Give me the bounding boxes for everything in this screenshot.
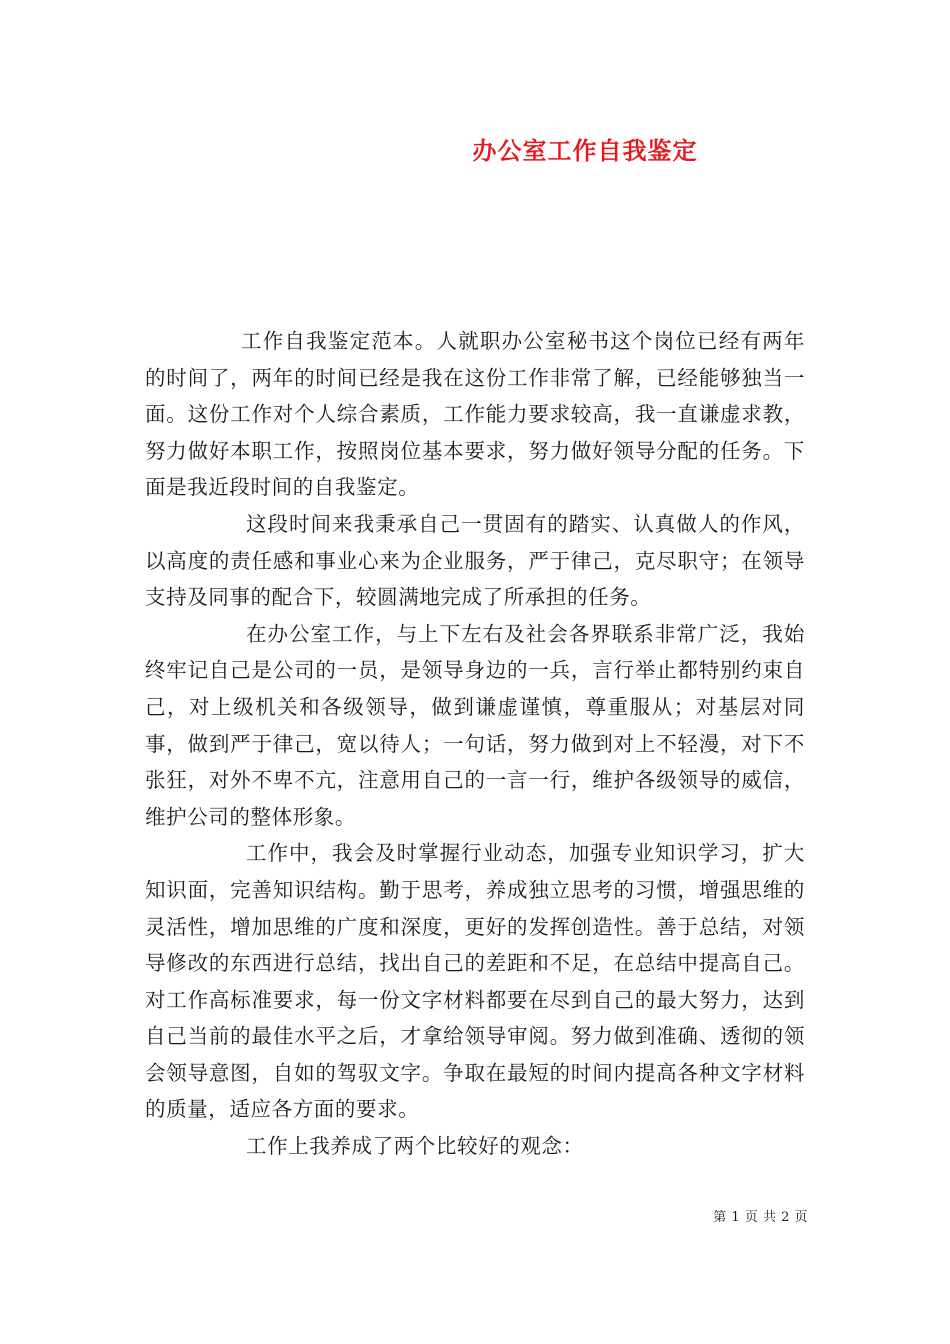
document-title: 办公室工作自我鉴定 bbox=[472, 136, 698, 165]
page-number-footer: 第 1 页 共 2 页 bbox=[713, 1210, 808, 1225]
paragraph-2: 这段时间来我秉承自己一贯固有的踏实、认真做人的作风，以高度的责任感和事业心来为企业服务，严于律己，克尽职守；在领导支持及同事的配合下，较圆满地完成了所承担的任务。 bbox=[145, 511, 805, 610]
paragraph-4: 工作中，我会及时掌握行业动态，加强专业知识学习，扩大知识面，完善知识结构。勤于思考，养成独立思考的习惯，增强思维的灵活性，增加思维的广度和深度，更好的发挥创造性。善于总结，对领导修改的东西进行总结，找出自己的差距和不足，在总结中提高自己。对工作高标准要求，每一份文字材料都要在尽到自己的最大努力，达到自己当前的最佳水平之后，才拿给领导审阅。努力做到准确、透彻的领会领导意图，自如的驾驭文字。争取在最短的时间内提高各种文字材料的质量，适应各方面的要求。 bbox=[145, 841, 805, 1122]
paragraph-1: 工作自我鉴定范本。人就职办公室秘书这个岗位已经有两年的时间了，两年的时间已经是我在这份工作非常了解，已经能够独当一面。这份工作对个人综合素质，工作能力要求较高，我一直谦虚求教，努力做好本职工作，按照岗位基本要求，努力做好领导分配的任务。下面是我近段时间的自我鉴定。 bbox=[145, 329, 805, 500]
paragraph-5: 工作上我养成了两个比较好的观念： bbox=[246, 1134, 584, 1159]
document-body bbox=[145, 323, 805, 1165]
paragraph-3: 在办公室工作，与上下左右及社会各界联系非常广泛，我始终牢记自己是公司的一员，是领导身边的一兵，言行举止都特别约束自己，对上级机关和各级领导，做到谦虚谨慎，尊重服从；对基层对同事，做到严于律己，宽以待人；一句话，努力做到对上不轻漫，对下不张狂，对外不卑不亢，注意用自己的一言一行，维护各级领导的威信，维护公司的整体形象。 bbox=[145, 621, 805, 829]
